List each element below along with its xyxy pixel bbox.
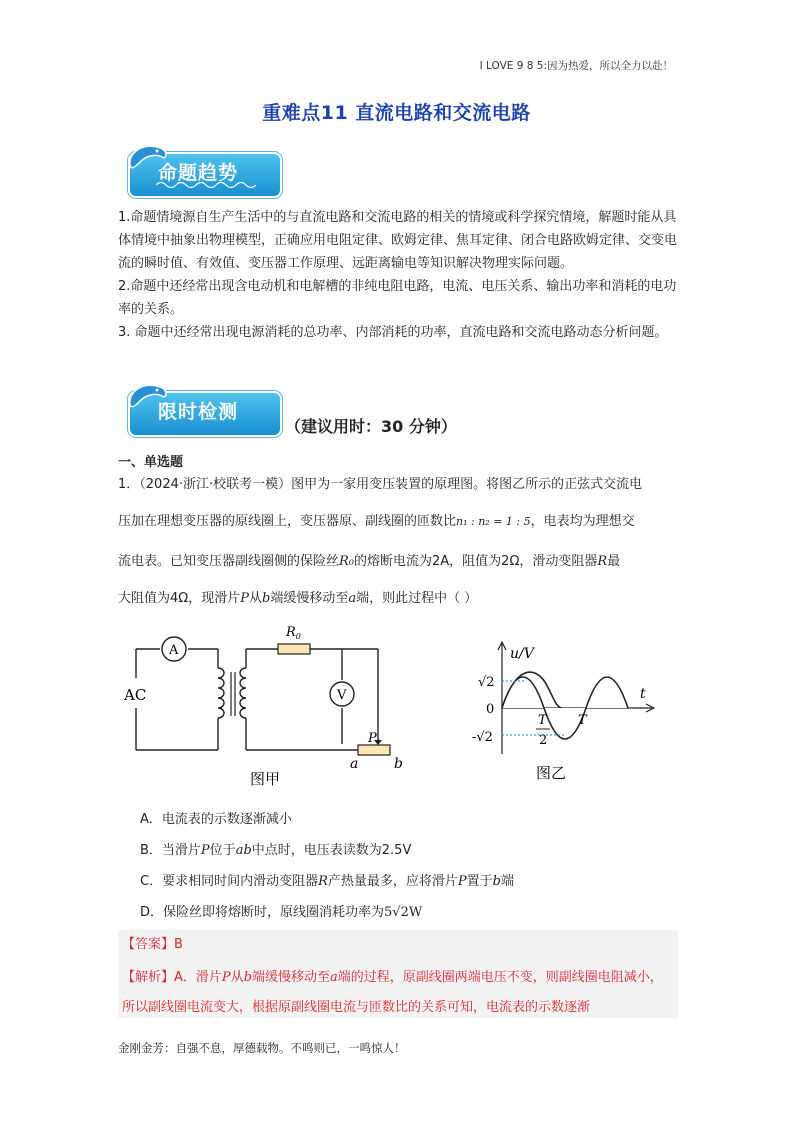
option-c bbox=[140, 870, 514, 889]
q-text: ，电表均为理想交 bbox=[530, 514, 635, 529]
option-a: A．电流表的示数逐渐减小 bbox=[140, 812, 292, 827]
trend-banner bbox=[122, 138, 280, 200]
q-text: 大阻值为4Ω，现滑片 bbox=[118, 591, 241, 606]
trend-paragraphs bbox=[118, 206, 678, 344]
page-title: 重难点11 直流电路和交流电路 bbox=[262, 102, 531, 124]
analysis-text: 端缓慢移动至 bbox=[252, 970, 331, 985]
time-hint: （建议用时：30 分钟） bbox=[285, 417, 457, 436]
opt-text: C．要求相同时间内滑动变阻器 bbox=[140, 874, 319, 889]
opt-math: ab bbox=[235, 843, 252, 858]
opt-math: b bbox=[492, 874, 501, 889]
opt-math: P bbox=[457, 874, 467, 889]
opt-text: D．保险丝即将熔断时，原线圈消耗功率为 bbox=[140, 905, 385, 920]
wave-decoration bbox=[156, 180, 266, 190]
question-line-4 bbox=[118, 589, 678, 609]
q-a: a bbox=[348, 591, 357, 606]
q-text: 端，则此过程中（ ） bbox=[356, 591, 478, 606]
q-text: 从 bbox=[248, 591, 262, 606]
rheostat bbox=[358, 745, 390, 755]
question-line-3 bbox=[118, 552, 678, 572]
question-line-1: 1．（2024·浙江·校联考一模）图甲为一家用变压装置的原理图。将图乙所示的正弦式交流电 bbox=[118, 477, 643, 492]
q-r0: R₀ bbox=[339, 554, 355, 569]
fuse-resistor bbox=[278, 644, 310, 654]
figure-a-caption: 图甲 bbox=[250, 770, 281, 788]
figure-b-caption: 图乙 bbox=[536, 764, 567, 782]
opt-math: R bbox=[318, 874, 328, 889]
test-banner bbox=[122, 377, 280, 439]
terminal-b-label: b bbox=[394, 756, 403, 772]
trend-paragraph-1: 1.命题情境源自生产生活中的与直流电路和交流电路的相关的情境或科学探究情境，解题时能从具体情境中抽象出物理模型，正确应用电阻定律、欧姆定律、焦耳定律、闭合电路欧姆定律、交变电流的瞬时值、有效值、变压器工作原理、远距离输电等知识解决物理实际问题。 bbox=[118, 210, 678, 271]
y-max-label: √2 bbox=[478, 675, 495, 690]
ac-label: AC bbox=[124, 686, 147, 704]
opt-text: B．当滑片 bbox=[140, 843, 201, 858]
t-half-num: T bbox=[538, 713, 547, 728]
analysis-text: 从 bbox=[230, 970, 244, 985]
question-line-2 bbox=[118, 512, 678, 532]
voltmeter-label: V bbox=[337, 688, 347, 703]
q-text: 压加在理想变压器的原线圈上，变压器原、副线圈的匝数比 bbox=[118, 514, 457, 529]
analysis bbox=[122, 963, 674, 1023]
analysis-label: 【解析】 bbox=[122, 970, 175, 985]
opt-text: 产热量最多，应将滑片 bbox=[327, 874, 458, 889]
option-d bbox=[140, 901, 422, 920]
y-axis-label: u/V bbox=[510, 646, 534, 662]
opt-text: 位于 bbox=[209, 843, 236, 858]
slider-p-label: P bbox=[368, 731, 377, 746]
q-text: 的熔断电流为2A，阻值为2Ω，滑动变阻器 bbox=[354, 554, 598, 569]
analysis-text: A．滑片 bbox=[174, 970, 222, 985]
header-motto: I LOVE 9 8 5:因为热爱，所以全力以赴！ bbox=[479, 60, 673, 72]
q-ratio: n₁ : n₂ = 1 : 5 bbox=[456, 515, 531, 528]
t-half-den: 2 bbox=[539, 733, 548, 748]
analysis-math: b bbox=[243, 970, 253, 985]
waveform-figure bbox=[440, 636, 670, 786]
answer: 【答案】B bbox=[122, 937, 183, 952]
section-title: 一、单选题 bbox=[118, 455, 184, 470]
origin-label: 0 bbox=[486, 702, 495, 717]
x-axis-label: t bbox=[640, 686, 646, 702]
opt-text: 置于 bbox=[466, 874, 493, 889]
q-text: 最 bbox=[607, 554, 621, 569]
y-min-label: -√2 bbox=[472, 730, 493, 745]
trend-paragraph-2: 2.命题中还经常出现含电动机和电解槽的非纯电阻电路，电流、电压关系、输出功率和消耗的电功率的关系。 bbox=[118, 279, 677, 317]
terminal-a-label: a bbox=[350, 756, 359, 772]
opt-math: 5√2W bbox=[384, 905, 423, 920]
q-text: 端缓慢移动至 bbox=[270, 591, 349, 606]
analysis-text: 端的过程，原副线圈两端电压不变，则副线圈电阻减小，所以副线圈电流变大，根据原副线圈电流与匝数比的关系可知，电流表的示数逐渐 bbox=[122, 970, 663, 1015]
q-b: b bbox=[261, 591, 271, 606]
q-p: P bbox=[240, 591, 249, 606]
opt-math: P bbox=[200, 843, 210, 858]
ammeter-label: A bbox=[169, 643, 179, 658]
r0-label: $R_0$ bbox=[286, 625, 301, 641]
trend-banner-label: 命题趋势 bbox=[158, 162, 239, 184]
footer-motto: 金刚金芳：自强不息，厚德载物。不鸣则已，一鸣惊人！ bbox=[118, 1041, 406, 1055]
q-text: 流电表。已知变压器副线圈侧的保险丝 bbox=[118, 554, 340, 569]
circuit-figure bbox=[118, 616, 418, 796]
t-full-label: T bbox=[578, 713, 587, 728]
q-r: R bbox=[597, 554, 608, 569]
test-banner-label: 限时检测 bbox=[158, 401, 239, 423]
trend-paragraph-3: 3. 命题中还经常出现电源消耗的总功率、内部消耗的功率，直流电路和交流电路动态分析问题。 bbox=[118, 325, 668, 340]
analysis-math: a bbox=[330, 970, 338, 985]
option-b bbox=[140, 839, 411, 858]
opt-text: 端 bbox=[500, 874, 514, 889]
opt-text: 中点时，电压表读数为2.5V bbox=[251, 843, 412, 858]
analysis-math: P bbox=[221, 970, 231, 985]
